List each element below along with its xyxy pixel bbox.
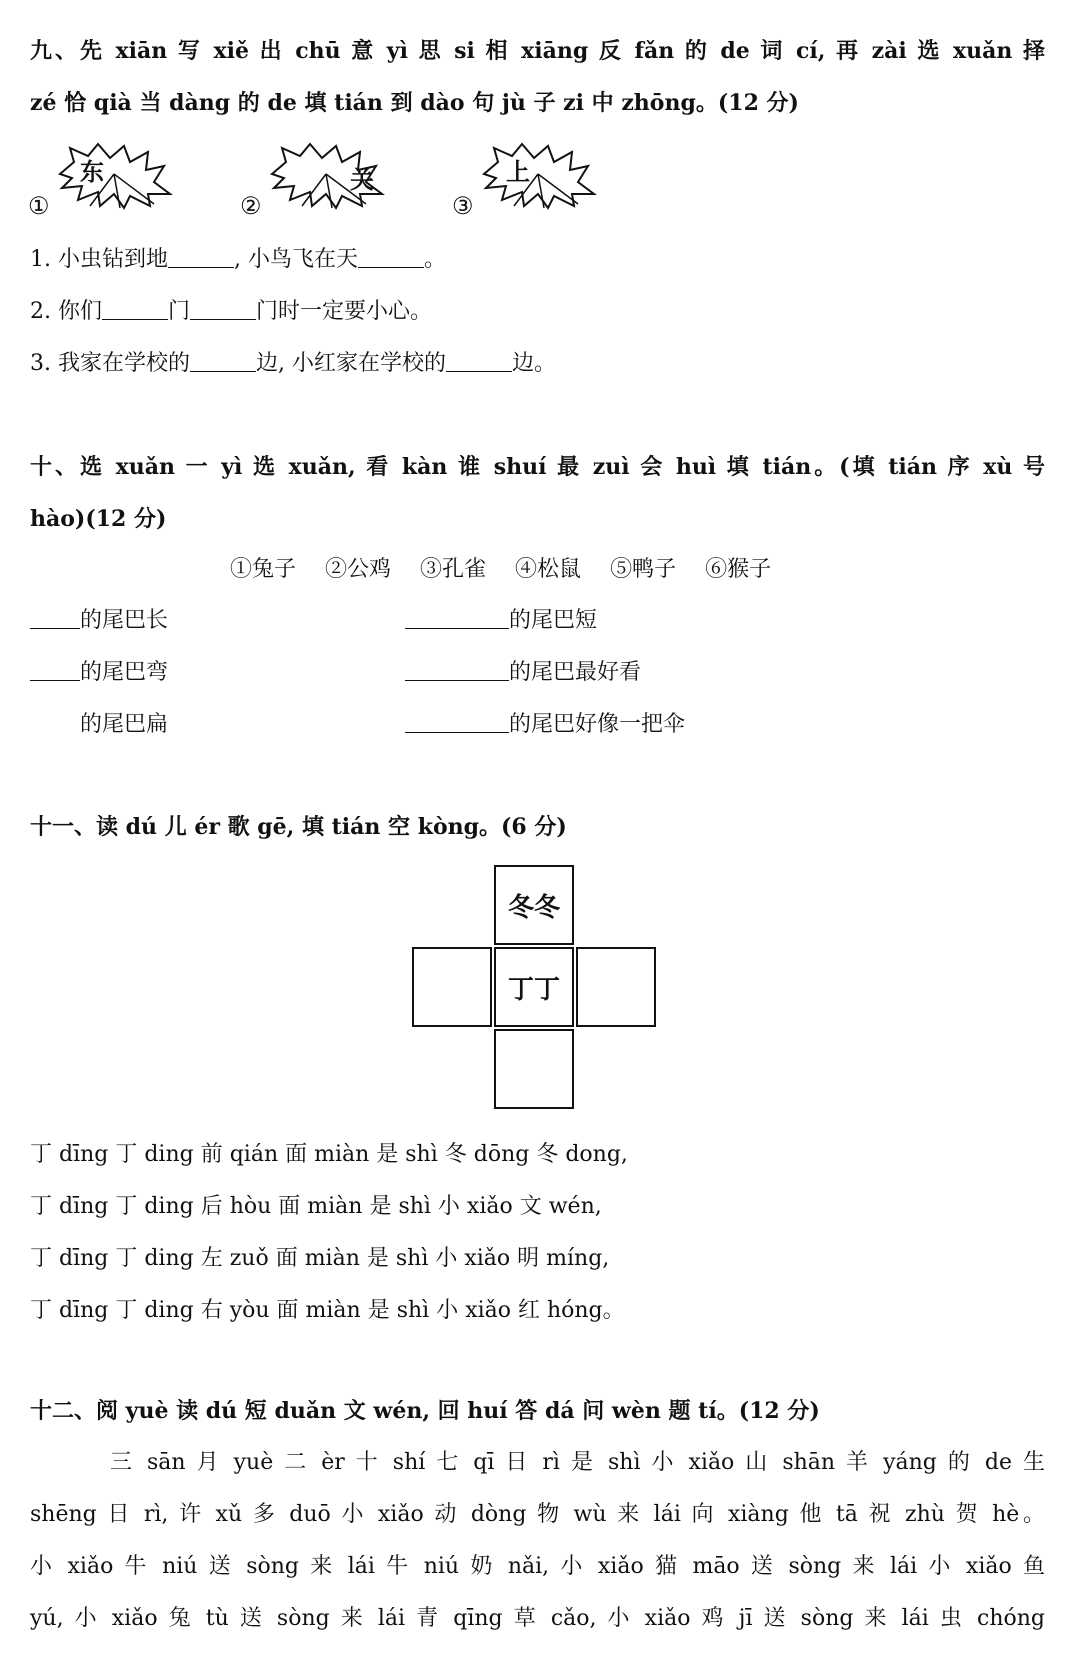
- maple-leaf-icon: [50, 140, 190, 210]
- rhyme-line-1: 丁 dīng 丁 ding 前 qián 面 miàn 是 shì 冬 dōng 冬 dong,: [30, 1142, 628, 1167]
- tail-left-3-text: 的尾巴扁: [80, 712, 169, 737]
- option-squirrel: ④松鼠: [515, 557, 582, 582]
- answer-blank[interactable]: [190, 299, 256, 320]
- answer-blank[interactable]: [405, 608, 509, 629]
- grid-cell-right[interactable]: [576, 947, 656, 1027]
- tail-left-1-text: 的尾巴长: [80, 608, 169, 633]
- question-2-text-b: 门: [167, 299, 190, 324]
- option-rabbit: ①兔子: [230, 557, 297, 582]
- passage-line-4: yú, 小 xiǎo 兔 tù 送 sòng 来 lái 青 qīng 草 cǎo, 小 xiǎo 鸡 jī 送 sòng 来 lái 虫 chóng: [30, 1606, 1045, 1631]
- maple-leaf-icon: [262, 140, 402, 210]
- option-rooster: ②公鸡: [325, 557, 392, 582]
- rhyme-line-3: 丁 dīng 丁 ding 左 zuǒ 面 miàn 是 shì 小 xiǎo 明 míng,: [30, 1246, 610, 1271]
- option-duck: ⑤鸭子: [610, 557, 677, 582]
- tail-left-2: [30, 658, 168, 688]
- answer-blank[interactable]: [168, 247, 234, 268]
- leaf-char-guan: 关: [350, 165, 374, 194]
- answer-blank[interactable]: [30, 660, 80, 681]
- grid-cell-left[interactable]: [412, 947, 492, 1027]
- tail-right-1: [405, 606, 597, 636]
- passage-line-3: 小 xiǎo 牛 niú 送 sòng 来 lái 牛 niú 奶 nǎi, 小 xiǎo 猫 māo 送 sòng 来 lái 小 xiǎo 鱼: [30, 1554, 1045, 1579]
- question-2-text-a: 2. 你们: [30, 299, 102, 324]
- tail-left-1: [30, 606, 168, 636]
- tail-right-2: [405, 658, 641, 688]
- passage-line-2: shēng 日 rì, 许 xǔ 多 duō 小 xiǎo 动 dòng 物 wù 来 lái 向 xiàng 他 tā 祝 zhù 贺 hè。: [30, 1502, 1045, 1527]
- rhyme-line-2: 丁 dīng 丁 ding 后 hòu 面 miàn 是 shì 小 xiǎo 文 wén,: [30, 1194, 602, 1219]
- question-1-text-b: , 小鸟飞在天: [233, 247, 358, 272]
- leaf-number-3: ③: [452, 192, 474, 220]
- leaf-number-2: ②: [240, 192, 262, 220]
- question-1: [30, 245, 446, 275]
- grid-cell-top: 冬冬: [494, 865, 574, 945]
- tail-left-2-text: 的尾巴弯: [80, 660, 169, 685]
- tail-right-2-text: 的尾巴最好看: [509, 660, 642, 685]
- answer-blank[interactable]: [446, 351, 512, 372]
- answer-blank[interactable]: [405, 712, 509, 733]
- answer-blank[interactable]: [190, 351, 256, 372]
- leaf-char-dong: 东: [80, 157, 104, 186]
- option-monkey: ⑥猴子: [705, 557, 772, 582]
- section-9-title-line2: zé 恰 qià 当 dàng 的 de 填 tián 到 dào 句 jù 子 zi 中 zhōng。(12 分): [30, 90, 799, 116]
- tail-right-3: [405, 710, 685, 740]
- rhyme-line-4: 丁 dīng 丁 ding 右 yòu 面 miàn 是 shì 小 xiǎo 红 hóng。: [30, 1298, 625, 1323]
- grid-cell-center: 丁丁: [494, 947, 574, 1027]
- question-1-text-a: 1. 小虫钻到地: [30, 247, 168, 272]
- tail-right-1-text: 的尾巴短: [509, 608, 598, 633]
- answer-blank[interactable]: [102, 299, 168, 320]
- answer-blank[interactable]: [358, 247, 424, 268]
- answer-blank[interactable]: [30, 608, 80, 629]
- maple-leaf-icon: [474, 140, 614, 210]
- leaf-number-1: ①: [28, 192, 50, 220]
- option-peacock: ③孔雀: [420, 557, 487, 582]
- section-12-title: 十二、阅 yuè 读 dú 短 duǎn 文 wén, 回 huí 答 dá 问 wèn 题 tí。(12 分): [30, 1398, 820, 1424]
- answer-blank[interactable]: [405, 660, 509, 681]
- question-2-text-c: 门时一定要小心。: [256, 299, 433, 324]
- tail-right-3-text: 的尾巴好像一把伞: [509, 712, 686, 737]
- position-grid: [412, 865, 658, 1111]
- grid-cell-bottom[interactable]: [494, 1029, 574, 1109]
- section-10-title-line1: 十、选 xuǎn 一 yì 选 xuǎn, 看 kàn 谁 shuí 最 zuì 会 huì 填 tián。(填 tián 序 xù 号: [30, 454, 1045, 480]
- section-9-title-line1: 九、先 xiān 写 xiě 出 chū 意 yì 思 si 相 xiāng 反 fǎn 的 de 词 cí, 再 zài 选 xuǎn 择: [30, 38, 1045, 64]
- question-3: [30, 349, 556, 379]
- leaf-char-shang: 上: [506, 157, 530, 186]
- question-3-text-a: 3. 我家在学校的: [30, 351, 190, 376]
- question-3-text-c: 边。: [511, 351, 556, 376]
- passage-line-1: 三 sān 月 yuè 二 èr 十 shí 七 qī 日 rì 是 shì 小 xiǎo 山 shān 羊 yáng 的 de 生: [110, 1450, 1045, 1475]
- tail-left-3: [30, 710, 168, 740]
- question-1-text-c: 。: [423, 247, 446, 272]
- animal-options: [230, 555, 793, 585]
- section-10-title-line2: hào)(12 分): [30, 506, 167, 532]
- question-2: [30, 297, 432, 327]
- section-11-title: 十一、读 dú 儿 ér 歌 gē, 填 tián 空 kòng。(6 分): [30, 814, 567, 840]
- question-3-text-b: 边, 小红家在学校的: [255, 351, 446, 376]
